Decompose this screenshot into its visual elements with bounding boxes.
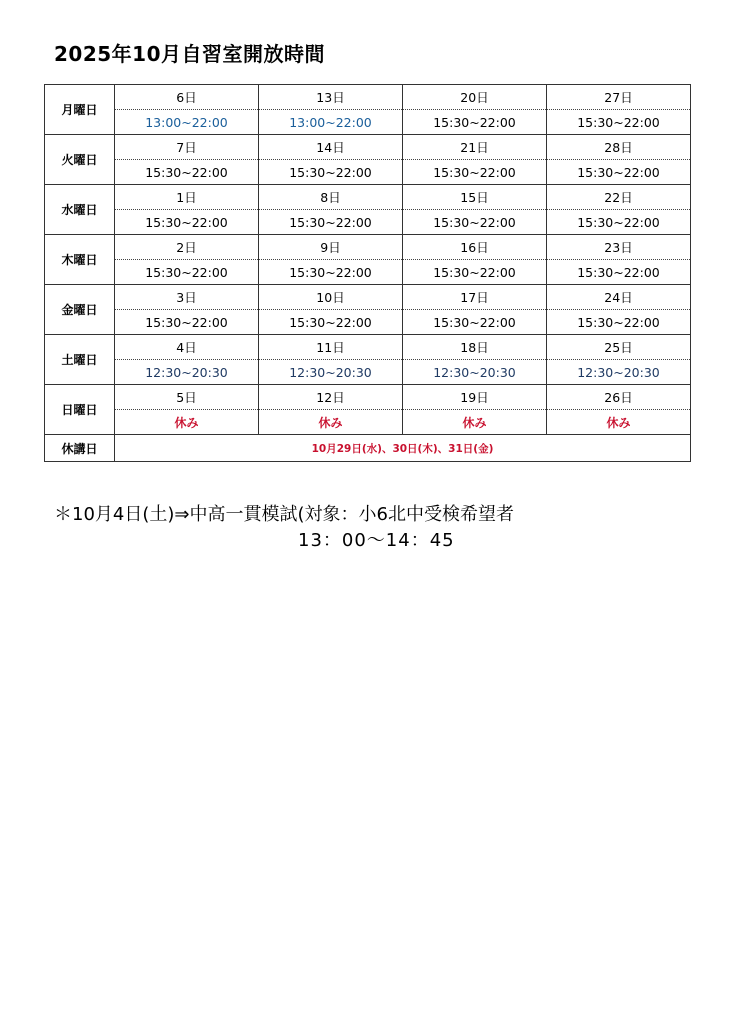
- date-cell: 15日: [403, 185, 547, 210]
- time-cell: 15:30~22:00: [115, 260, 259, 285]
- date-cell: 11日: [259, 335, 403, 360]
- time-cell: 15:30~22:00: [259, 260, 403, 285]
- date-cell: 23日: [547, 235, 691, 260]
- sunday-time-row: [45, 410, 691, 435]
- closed-cell: 休み: [115, 410, 259, 435]
- time-cell: 15:30~22:00: [259, 210, 403, 235]
- closed-cell: 休み: [259, 410, 403, 435]
- date-cell: 4日: [115, 335, 259, 360]
- date-cell: 2日: [115, 235, 259, 260]
- wednesday-time-row: [45, 210, 691, 235]
- date-cell: 16日: [403, 235, 547, 260]
- time-cell: 15:30~22:00: [547, 260, 691, 285]
- time-cell: 15:30~22:00: [115, 310, 259, 335]
- date-cell: 3日: [115, 285, 259, 310]
- day-label: 日曜日: [45, 385, 115, 435]
- time-cell: 15:30~22:00: [403, 160, 547, 185]
- tuesday-time-row: [45, 160, 691, 185]
- day-label: 金曜日: [45, 285, 115, 335]
- time-cell: 15:30~22:00: [115, 160, 259, 185]
- holiday-dates: 10月29日(水)、30日(木)、31日(金): [115, 435, 691, 462]
- time-cell: 15:30~22:00: [403, 260, 547, 285]
- sunday-date-row: [45, 385, 691, 410]
- date-cell: 14日: [259, 135, 403, 160]
- date-cell: 28日: [547, 135, 691, 160]
- time-cell: 13:00~22:00: [115, 110, 259, 135]
- date-cell: 17日: [403, 285, 547, 310]
- day-label: 木曜日: [45, 235, 115, 285]
- date-cell: 10日: [259, 285, 403, 310]
- time-cell: 15:30~22:00: [403, 110, 547, 135]
- time-cell: 12:30~20:30: [115, 360, 259, 385]
- day-label: 土曜日: [45, 335, 115, 385]
- schedule-table: [44, 84, 691, 462]
- date-cell: 19日: [403, 385, 547, 410]
- time-cell: 15:30~22:00: [547, 210, 691, 235]
- closed-cell: 休み: [547, 410, 691, 435]
- mock-exam-time: 13：00〜14：45: [298, 530, 455, 551]
- time-cell: 15:30~22:00: [403, 310, 547, 335]
- date-cell: 9日: [259, 235, 403, 260]
- date-cell: 25日: [547, 335, 691, 360]
- date-cell: 5日: [115, 385, 259, 410]
- time-cell: 15:30~22:00: [259, 310, 403, 335]
- day-label: 水曜日: [45, 185, 115, 235]
- date-cell: 21日: [403, 135, 547, 160]
- time-cell: 15:30~22:00: [547, 160, 691, 185]
- time-cell: 15:30~22:00: [403, 210, 547, 235]
- date-cell: 7日: [115, 135, 259, 160]
- date-cell: 26日: [547, 385, 691, 410]
- holiday-row: [45, 435, 691, 462]
- tuesday-date-row: [45, 135, 691, 160]
- mock-exam-note: ＊10月4日(土)⇒中高一貫模試(対象：小6北中受検希望者: [54, 504, 514, 525]
- day-label: 火曜日: [45, 135, 115, 185]
- friday-time-row: [45, 310, 691, 335]
- date-cell: 18日: [403, 335, 547, 360]
- friday-date-row: [45, 285, 691, 310]
- time-cell: 15:30~22:00: [547, 310, 691, 335]
- saturday-time-row: [45, 360, 691, 385]
- monday-date-row: [45, 85, 691, 110]
- time-cell: 13:00~22:00: [259, 110, 403, 135]
- wednesday-date-row: [45, 185, 691, 210]
- time-cell: 12:30~20:30: [259, 360, 403, 385]
- thursday-time-row: [45, 260, 691, 285]
- monday-time-row: [45, 110, 691, 135]
- date-cell: 20日: [403, 85, 547, 110]
- date-cell: 24日: [547, 285, 691, 310]
- time-cell: 12:30~20:30: [547, 360, 691, 385]
- date-cell: 12日: [259, 385, 403, 410]
- time-cell: 15:30~22:00: [115, 210, 259, 235]
- day-label: 月曜日: [45, 85, 115, 135]
- date-cell: 6日: [115, 85, 259, 110]
- holiday-label: 休講日: [45, 435, 115, 462]
- thursday-date-row: [45, 235, 691, 260]
- time-cell: 15:30~22:00: [259, 160, 403, 185]
- date-cell: 22日: [547, 185, 691, 210]
- date-cell: 13日: [259, 85, 403, 110]
- closed-cell: 休み: [403, 410, 547, 435]
- time-cell: 12:30~20:30: [403, 360, 547, 385]
- time-cell: 15:30~22:00: [547, 110, 691, 135]
- saturday-date-row: [45, 335, 691, 360]
- date-cell: 8日: [259, 185, 403, 210]
- page-title: 2025年10月自習室開放時間: [54, 42, 325, 66]
- date-cell: 1日: [115, 185, 259, 210]
- date-cell: 27日: [547, 85, 691, 110]
